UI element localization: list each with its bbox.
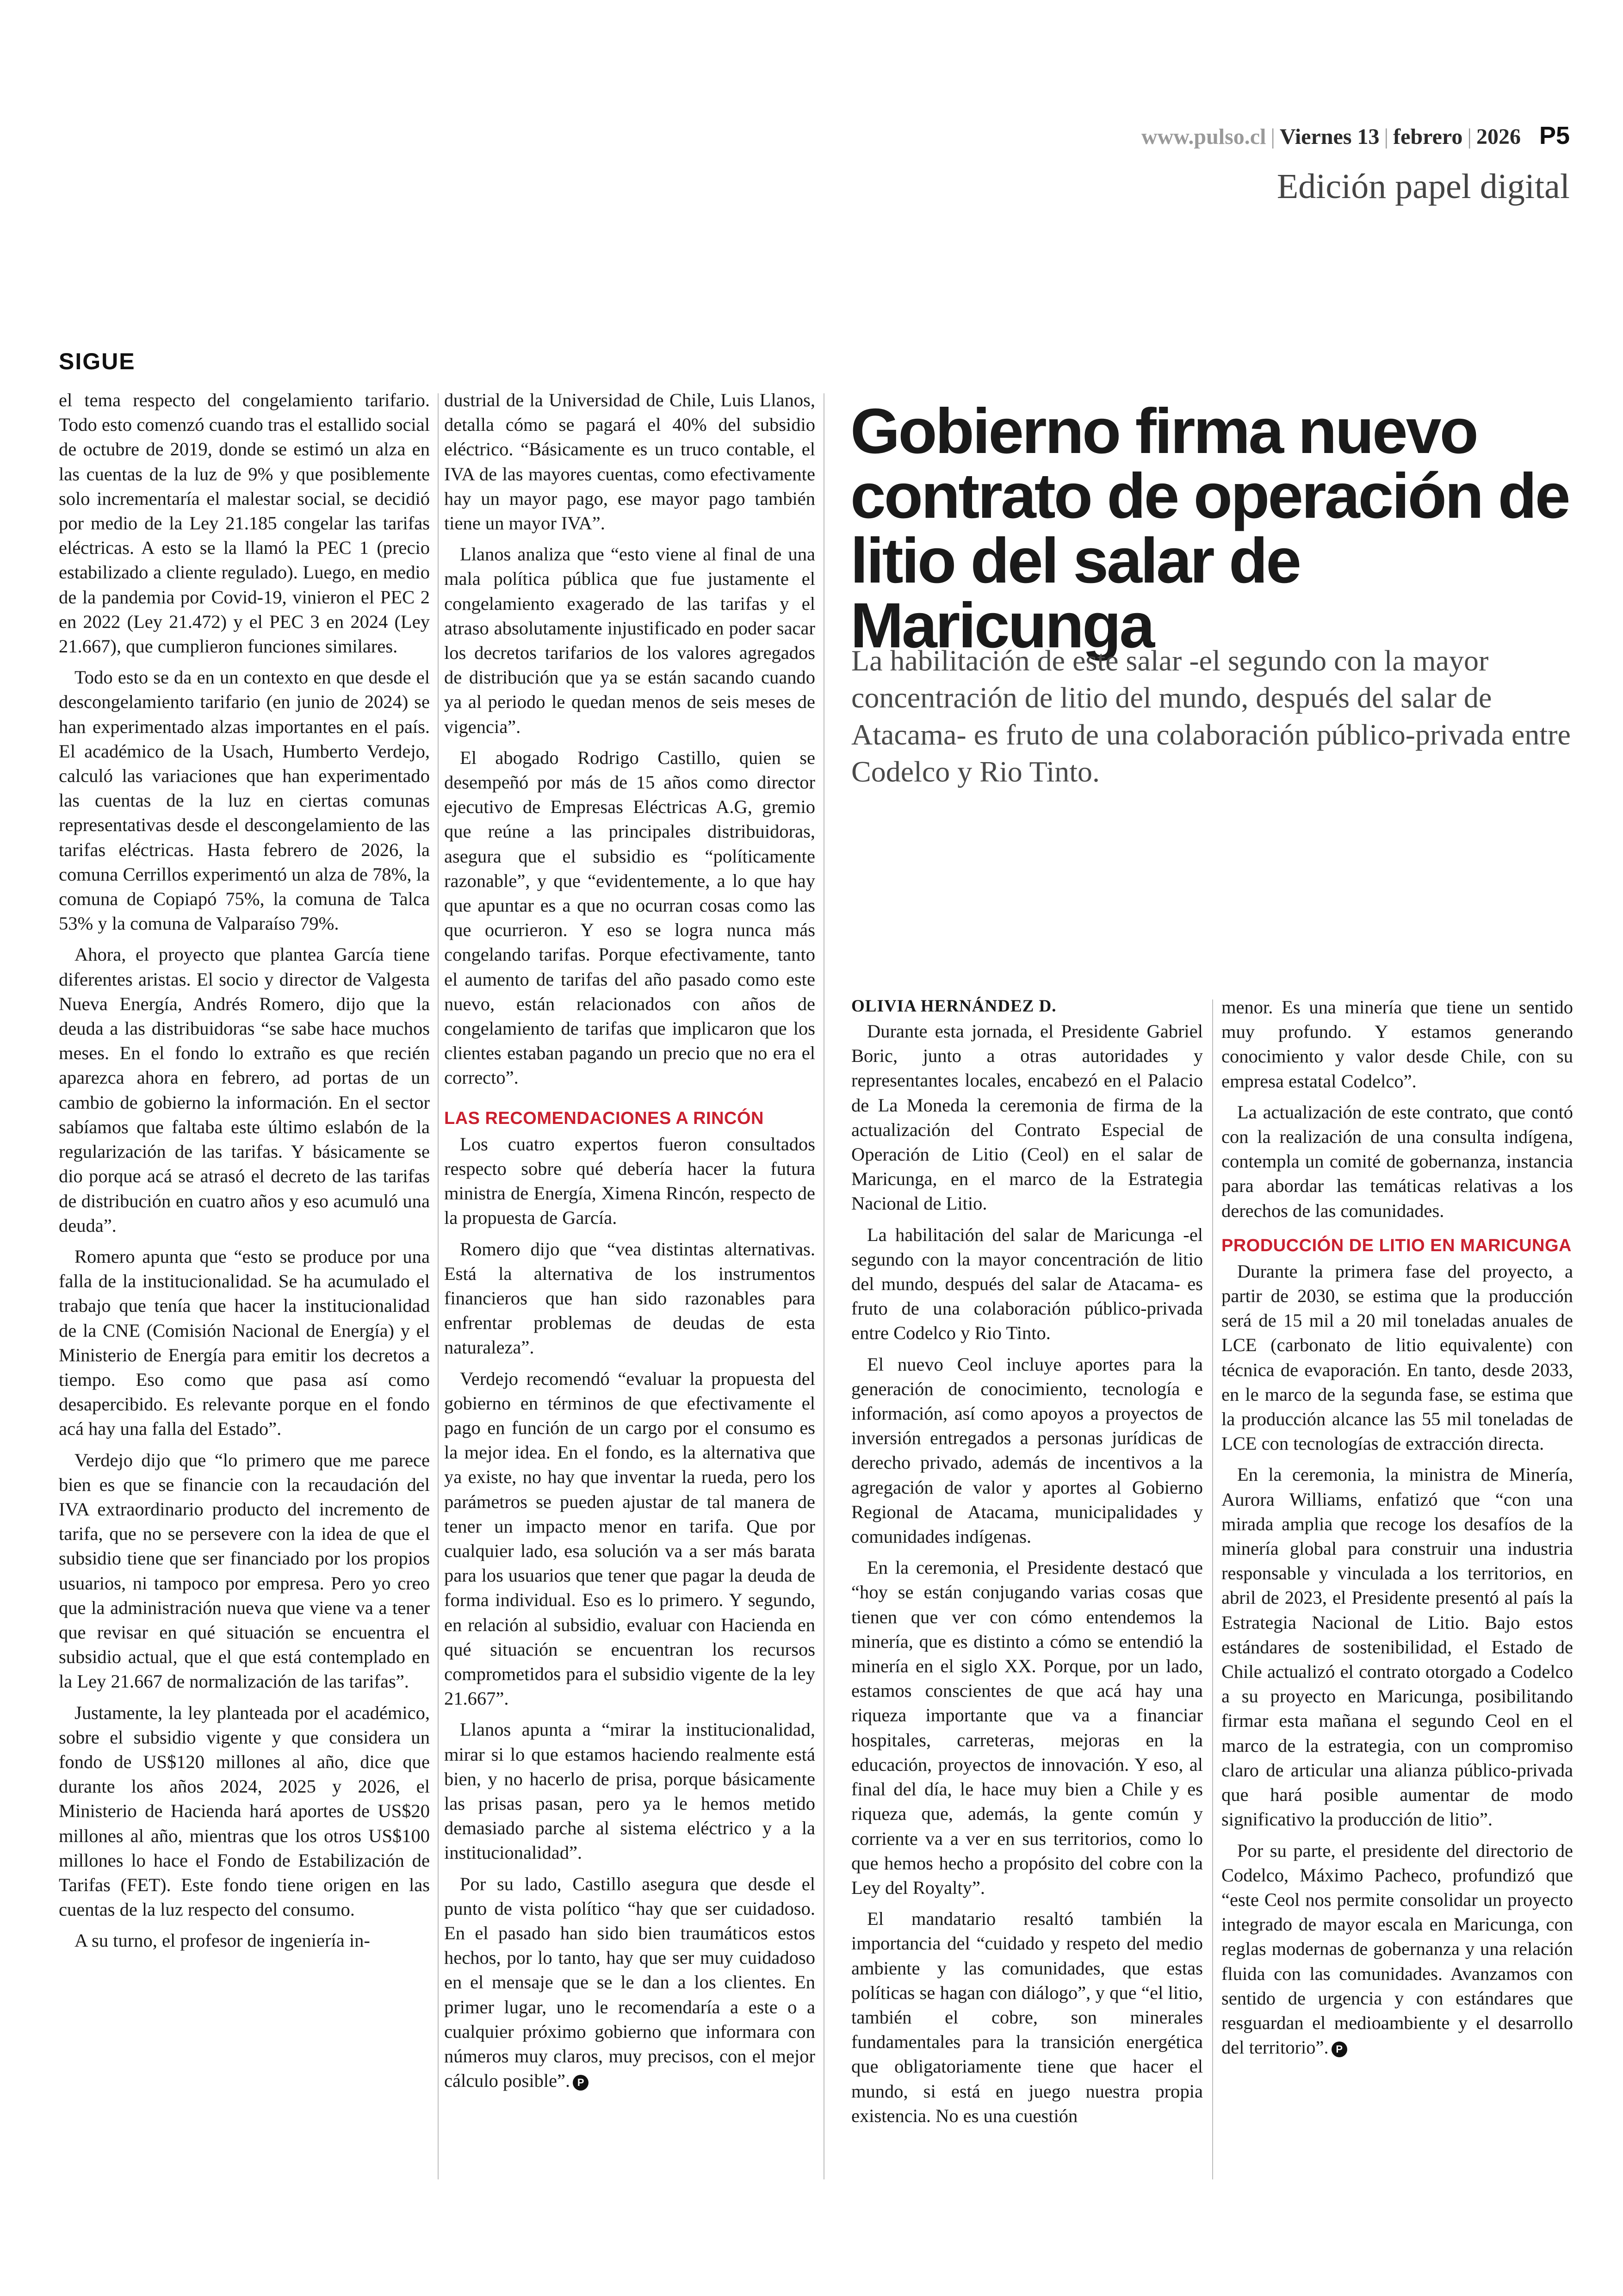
paragraph: El mandatario resaltó también la importancia del “cuidado y respeto del medio ambiente y las comunidades, que estas políticas se hagan con diálogo”, y que “el litio, también el cobre, son minerales fundamentales para la transición energética que obligatoriamente tiene que hacer el mundo, si está en juego nuestra propia existencia. No es una cuestión <box>851 1908 1203 2126</box>
paragraph: el tema respecto del congelamiento tarifario. Todo esto comenzó cuando tras el estallido social de octubre de 2019, donde se estimó un alza en las cuentas de la luz de 9% y que posiblemente solo incrementaría el malestar social, se decidió por medio de la Ley 21.185 congelar las tarifas eléctricas. A esto se la llamó la PEC 1 (precio estabilizado a cliente regulado). Luego, en medio de la pandemia por Covid-19, vinieron el PEC 2 en 2022 (Ley 21.472) y el PEC 3 en 2024 (Ley 21.667), que cumplieron funciones similares. <box>59 390 430 657</box>
paragraph: menor. Es una minería que tiene un sentido muy profundo. Y estamos generando conocimiento y valor desde Chile, con su empresa estatal Codelco”. <box>1221 997 1573 1092</box>
column-divider <box>438 393 439 2179</box>
article-column-2 <box>444 388 815 2183</box>
byline: OLIVIA HERNÁNDEZ D. <box>851 997 1057 1016</box>
edition-label: Edición papel digital <box>1276 167 1570 206</box>
column-4-text-b <box>1221 1259 1573 2060</box>
masthead <box>1141 121 1570 150</box>
paragraph: Llanos apunta a “mirar la institucionalidad, mirar si lo que estamos haciendo realmente está bien, y no hacerlo de prisa, porque básicamente las prisas pasan, pero ya le hemos metido demasiado parche al sistema eléctrico y a la institucionalidad”. <box>444 1719 815 1863</box>
separator: | <box>1384 124 1389 149</box>
site-url[interactable]: www.pulso.cl <box>1141 124 1266 149</box>
date-year: 2026 <box>1476 124 1521 149</box>
paragraph: Ahora, el proyecto que plantea García tiene diferentes aristas. El socio y director de Valgesta Nueva Energía, Andrés Romero, dijo que la deuda a las distribuidoras “se sabe hace muchos meses. En el fondo lo extraño es que recién aparezca ahora en febrero, ad portas de un cambio de gobierno la información. En el sector sabíamos que faltaba este último eslabón de la regularización de las tarifas. Y básicamente se dio porque acá se atrasó el decreto de las tarifas de distribución en cuatro años y eso acumuló una deuda”. <box>59 944 430 1236</box>
section-heading-recomendaciones: LAS RECOMENDACIONES A RINCÓN <box>444 1108 764 1128</box>
paragraph: En la ceremonia, el Presidente destacó que “hoy se están conjugando varias cosas que tienen que ver con cómo entendemos la minería, que es distinto a cómo se entendió la minería en el siglo XX. Porque, por un lado, estamos conscientes de que acá hay una riqueza importante que va a financiar hospitales, carreteras, mejoras en la educación, proyectos de innovación. Y eso, al final del día, le hace muy bien a Chile y es riqueza que, además, la gente común y corriente va a ver en sus territorios, como lo que hemos hecho a propósito del cobre con la Ley del Royalty”. <box>851 1557 1203 1898</box>
paragraph: El abogado Rodrigo Castillo, quien se desempeñó por más de 15 años como director ejecutivo de Empresas Eléctricas A.G, gremio que reúne a las principales distribuidoras, asegura que el subsidio es “políticamente razonable”, y que “evidentemente, a lo que hay que apuntar es a que no ocurran cosas como las que ocurrieron. Y eso se logra nunca más congelando tarifas. Porque efectivamente, tanto el aumento de tarifas del año pasado como este nuevo, están relacionados con años de congelamiento de tarifas que implicaron que los clientes estaban pagando un precio que no era el correcto”. <box>444 747 815 1088</box>
paragraph: En la ceremonia, la ministra de Minería, Aurora Williams, enfatizó que “con una mirada amplia que recoge los desafíos de la minería global para construir una industria responsable y vinculada a los territorios, en abril de 2023, el Presidente presentó al país la Estrategia Nacional de Litio. Bajo estos estándares de sostenibilidad, el Estado de Chile actualizó el contrato otorgado a Codelco a su proyecto en Maricunga, posibilitando firmar esta mañana el segundo Ceol en el marco de la estrategia, con un compromiso claro de articular una alianza público-privada que hará posible aumentar de modo significativo la producción de litio”. <box>1221 1464 1573 1830</box>
paragraph: Justamente, la ley planteada por el académico, sobre el subsidio vigente y que considera un fondo de US$120 millones al año, dice que durante los años 2024, 2025 y 2026, el Ministerio de Hacienda hará aportes de US$20 millones al año, mientras que los otros US$100 millones lo hace el Fondo de Estabilización de Tarifas (FET). Este fondo tiene origen en las cuentas de la luz respecto del consumo. <box>59 1702 430 1920</box>
paragraph: Llanos analiza que “esto viene al final de una mala política pública que fue justamente el congelamiento exagerado de las tarifas y el atraso absolutamente injustificado en poder sacar los decretos tarifarios de los valores agregados de distribución que ya se están sacando cuando ya al periodo le quedan menos de seis meses de vigencia”. <box>444 544 815 737</box>
article-deck: La habilitación de este salar -el segundo con la mayor concentración de litio del mundo, después del salar de Atacama- es fruto de una colaboración público-privada entre Codelco y Rio Tinto. <box>851 644 1571 788</box>
date-month: febrero <box>1393 124 1463 149</box>
article-column-4 <box>1221 995 1573 2179</box>
paragraph: La habilitación del salar de Maricunga -el segundo con la mayor concentración de litio del mundo, después del salar de Atacama- es fruto de una colaboración público-privada entre Codelco y Rio Tinto. <box>851 1224 1203 1344</box>
end-mark-icon: P <box>1332 2042 1347 2057</box>
section-heading-produccion: PRODUCCIÓN DE LITIO EN MARICUNGA <box>1221 1235 1572 1255</box>
date-day: Viernes 13 <box>1280 124 1380 149</box>
paragraph: Durante esta jornada, el Presidente Gabriel Boric, junto a otras autoridades y representantes locales, encabezó en el Palacio de La Moneda la ceremonia de firma de la actualización del Contrato Especial de Operación de Litio (Ceol) en el salar de Maricunga, en el marco de la Estrategia Nacional de Litio. <box>851 1021 1203 1214</box>
paragraph: La actualización de este contrato, que contó con la realización de una consulta indígena, contempla un comité de gobernanza, instancia para abordar las temáticas relativas a los derechos de las comunidades. <box>1221 1101 1573 1221</box>
column-4-text-a <box>1221 995 1573 1223</box>
separator: | <box>1467 124 1472 149</box>
article-headline: Gobierno firma nuevo contrato de operación de litio del salar de Maricunga <box>850 396 1569 661</box>
paragraph: A su turno, el profesor de ingeniería in- <box>74 1930 370 1951</box>
article-column-1 <box>59 388 430 2183</box>
paragraph: Todo esto se da en un contexto en que desde el descongelamiento tarifario (en junio de 2024) se han experimentado alzas importantes en el país. El académico de la Usach, Humberto Verdejo, calculó las variaciones que han experimentado las cuentas de la luz en ciertas comunas representativas desde el descongelamiento de las tarifas eléctricas. Hasta febrero de 2026, la comuna Cerrillos experimentó un alza de 78%, la comuna de Copiapó 75%, la comuna de Talca 53% y la comuna de Valparaíso 79%. <box>59 667 430 934</box>
continued-label: SIGUE <box>59 348 136 374</box>
paragraph: Por su lado, Castillo asegura que desde el punto de vista político “hay que ser cuidadoso. En el pasado han sido bien traumáticos estos hechos, por lo tanto, hay que ser muy cuidadoso en el mensaje que se le dan a los clientes. En primer lugar, uno le recomendaría a este o a cualquier próximo gobierno que informara con números muy claros, muy precisos, con el mejor cálculo posible”. P <box>444 1873 815 2091</box>
paragraph: Romero dijo que “vea distintas alternativas. Está la alternativa de los instrumentos financieros que han sido razonables para enfrentar problemas de deudas de esta naturaleza”. <box>444 1238 815 1358</box>
column-divider <box>1212 999 1213 2179</box>
paragraph: Verdejo dijo que “lo primero que me parece bien es que se financie con la recaudación del IVA extraordinario producto del incremento de tarifa, que no se persevere con la idea de que el subsidio tiene que ser financiado por los propios usuarios, ni tampoco por empresa. Pero yo creo que la administración nueva que viene va a tener que revisar en qué situación se encuentra el subsidio actual, que el que está contemplado en la Ley 21.667 de normalización de las tarifas”. <box>59 1449 430 1692</box>
column-2-text-a <box>444 388 815 1090</box>
column-2-text-b <box>444 1132 815 2093</box>
end-mark-icon: P <box>573 2075 588 2091</box>
paragraph: Verdejo recomendó “evaluar la propuesta del gobierno en términos de que efectivamente el pago en función de un cargo por el consumo es la mejor idea. En el fondo, es la alternativa que ya existe, no hay que inventar la rueda, pero los parámetros se pueden ajustar de tal manera de tener un impacto menor en tarifa. Que por cualquier lado, esa solución va a ser más barata para los usuarios que tener que pagar la deuda de forma individual. Eso es lo primero. Y segundo, en relación al subsidio, evaluar con Hacienda en qué situación se encuentran los recursos comprometidos para el subsidio vigente de la ley 21.667”. <box>444 1368 815 1709</box>
column-3-text <box>851 1019 1203 2128</box>
paragraph: dustrial de la Universidad de Chile, Luis Llanos, detalla cómo se pagará el 40% del subsidio eléctrico. “Básicamente es un truco contable, el IVA de las mayores cuentas, como efectivamente hay un mayor pago, ese mayor pago también tiene un mayor IVA”. <box>444 390 815 534</box>
article-column-3 <box>851 995 1203 2179</box>
separator: | <box>1270 124 1276 149</box>
paragraph: Los cuatro expertos fueron consultados respecto sobre qué debería hacer la futura ministra de Energía, Ximena Rincón, respecto de la propuesta de García. <box>444 1133 815 1229</box>
paragraph: Por su parte, el presidente del directorio de Codelco, Máximo Pacheco, profundizó que “este Ceol nos permite consolidar un proyecto integrado de mayor escala en Maricunga, con reglas modernas de gobernanza y una relación fluida con las comunidades. Avanzamos con sentido de urgencia y con estándares que resguardan el medioambiente y el desarrollo del territorio”. P <box>1221 1840 1573 2058</box>
paragraph: Durante la primera fase del proyecto, a partir de 2030, se estima que la producción será de 15 mil a 20 mil toneladas anuales de LCE (carbonato de litio equivalente) con técnica de evaporación. En tanto, desde 2033, en le marco de la segunda fase, se estima que la producción alcance las 55 mil toneladas de LCE con tecnologías de extracción directa. <box>1221 1260 1573 1454</box>
paragraph: Romero apunta que “esto se produce por una falla de la institucionalidad. Se ha acumulado el trabajo que tenía que hacer la institucionalidad de la CNE (Comisión Nacional de Energía) y el Ministerio de Energía para emitir los decretos a tiempo. Eso como que pasa así como desapercibido. Es relevante porque en el fondo acá hay una falla del Estado”. <box>59 1246 430 1440</box>
paragraph: El nuevo Ceol incluye aportes para la generación de conocimiento, tecnología e información, así como apoyos a proyectos de inversión entregados a personas jurídicas de derecho privado, además de incentivos a la agregación de valor y aportes al Gobierno Regional de Atacama, municipalidades y comunidades indígenas. <box>851 1353 1203 1547</box>
page-number: P5 <box>1539 122 1570 149</box>
